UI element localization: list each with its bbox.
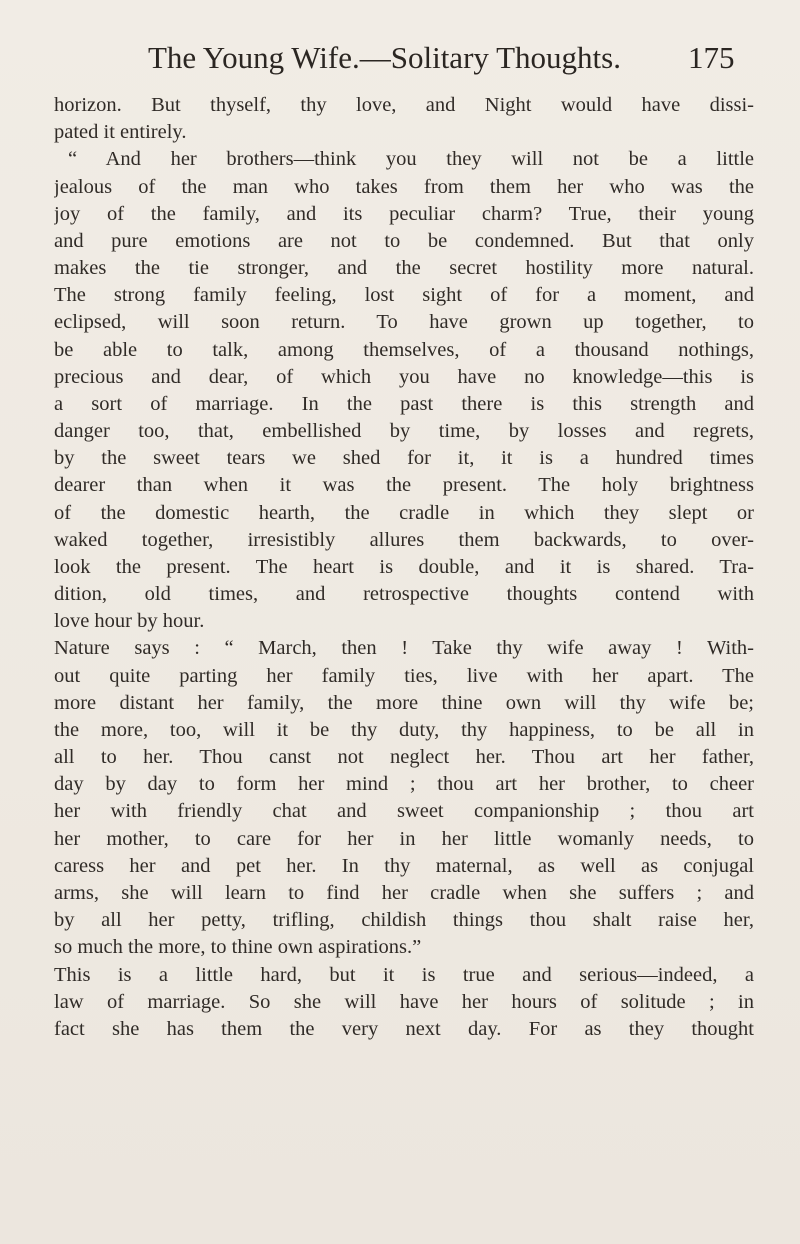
text-line: more distant her family, the more thine own will thy wife be; (54, 691, 754, 714)
text-line: caress her and pet her. In thy maternal, as well as conjugal (54, 854, 754, 877)
text-line: and pure emotions are not to be condemned. But that only (54, 229, 754, 252)
text-line: precious and dear, of which you have no knowledge—this is (54, 365, 754, 388)
text-line: dearer than when it was the present. The holy brightness (54, 474, 754, 497)
text-line: look the present. The heart is double, and it is shared. Tra- (54, 555, 754, 578)
text-line: eclipsed, will soon return. To have grown up together, to (54, 311, 754, 334)
text-line: horizon. But thyself, thy love, and Night would have dissi- (54, 94, 754, 116)
text-line: by the sweet tears we shed for it, it is a hundred times (54, 447, 754, 470)
running-title: The Young Wife.—Solitary Thoughts. (148, 40, 621, 75)
text-line: by all her petty, trifling, childish things thou shalt raise her, (54, 909, 754, 932)
page-number: 175 (688, 40, 735, 75)
text-line: arms, she will learn to find her cradle when she suffers ; and (54, 881, 754, 904)
text-line: dition, old times, and retrospective thoughts contend with (54, 583, 754, 606)
text-line: pated it entirely. (54, 121, 187, 144)
running-header (148, 40, 748, 84)
text-line: the more, too, will it be thy duty, thy happiness, to be all in (54, 718, 754, 741)
body-text (54, 92, 754, 1043)
text-line: jealous of the man who takes from them her who was the (54, 175, 754, 198)
text-line: so much the more, to thine own aspirations.” (54, 936, 422, 959)
text-line: her with friendly chat and sweet companionship ; thou art (54, 800, 754, 823)
text-line: This is a little hard, but it is true and serious—indeed, a (54, 963, 754, 986)
text-line: “ And her brothers—think you they will not be a little (68, 148, 754, 171)
text-line: day by day to form her mind ; thou art her brother, to cheer (54, 773, 754, 796)
text-line: Nature says : “ March, then ! Take thy wife away ! With- (54, 637, 754, 660)
text-line: be able to talk, among themselves, of a thousand nothings, (54, 338, 754, 361)
text-line: danger too, that, embellished by time, by losses and regrets, (54, 420, 754, 443)
text-line: law of marriage. So she will have her hours of solitude ; in (54, 990, 754, 1013)
text-line: her mother, to care for her in her little womanly needs, to (54, 827, 754, 850)
text-line: fact she has them the very next day. For as they thought (54, 1017, 754, 1040)
text-line: joy of the family, and its peculiar charm? True, their young (54, 202, 754, 225)
text-line: of the domestic hearth, the cradle in which they slept or (54, 501, 754, 524)
text-line: out quite parting her family ties, live with her apart. The (54, 664, 754, 687)
text-line: love hour by hour. (54, 610, 205, 633)
text-line: The strong family feeling, lost sight of for a moment, and (54, 284, 754, 307)
text-line: waked together, irresistibly allures them backwards, to over- (54, 528, 754, 551)
text-line: makes the tie stronger, and the secret hostility more natural. (54, 257, 754, 280)
text-line: all to her. Thou canst not neglect her. Thou art her father, (54, 746, 754, 769)
text-line: a sort of marriage. In the past there is this strength and (54, 392, 754, 415)
